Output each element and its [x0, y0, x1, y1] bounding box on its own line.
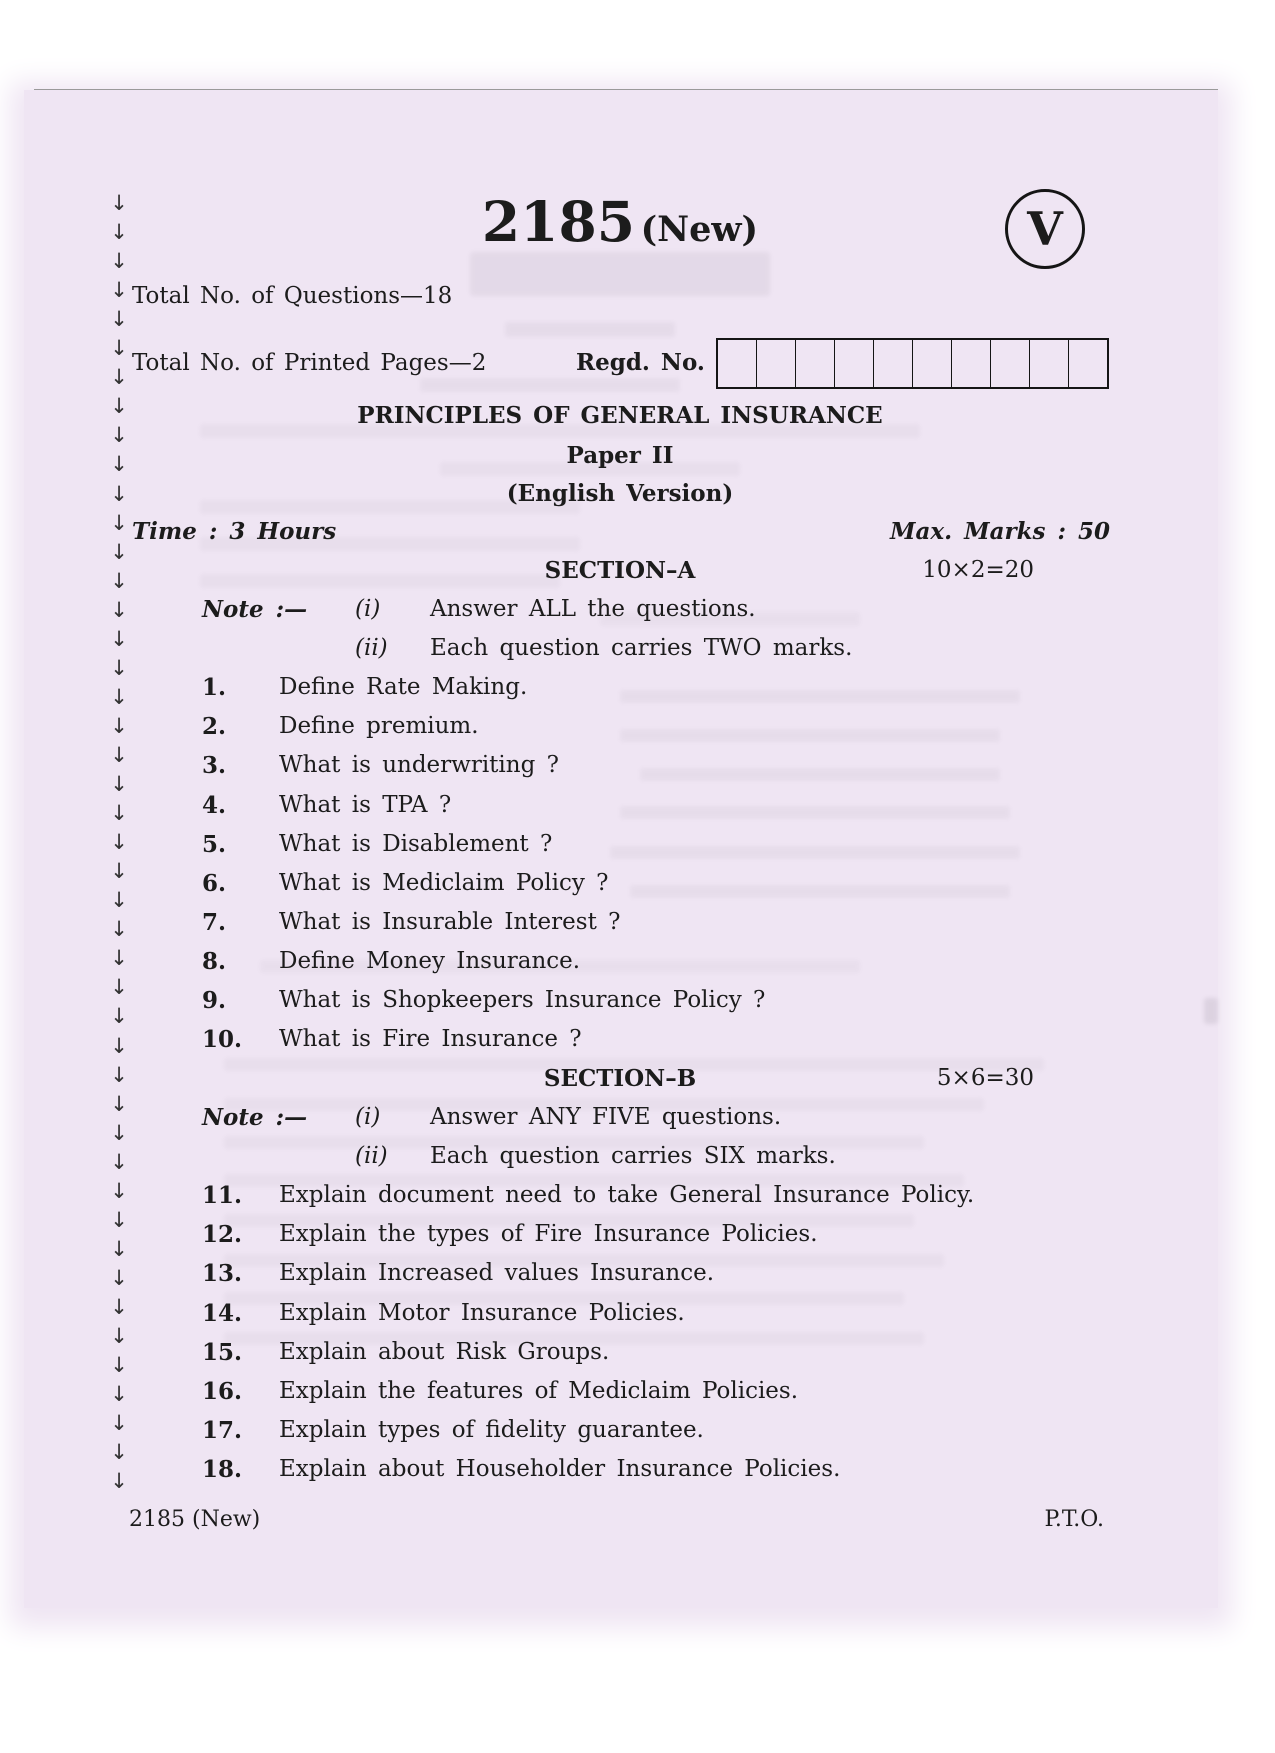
margin-arrow: ↓: [110, 278, 128, 303]
margin-arrow: ↓: [110, 1469, 128, 1494]
instruction-text: Answer ALL the questions.: [430, 596, 756, 623]
time-marks-row: [0, 512, 1275, 551]
question-text: Define Rate Making.: [279, 674, 528, 701]
margin-arrow: ↓: [110, 859, 128, 884]
margin-arrow: ↓: [110, 539, 128, 564]
time-allowed: Time : 3 Hours: [132, 518, 337, 545]
total-questions: Total No. of Questions—18: [132, 283, 453, 309]
margin-arrow: ↓: [110, 626, 128, 651]
question-text: Explain Increased values Insurance.: [279, 1260, 715, 1287]
question-number: 2.: [202, 713, 227, 741]
margin-arrow: ↓: [110, 1382, 128, 1406]
regd-no-cell[interactable]: [835, 340, 874, 387]
question-text: Explain Motor Insurance Policies.: [279, 1299, 685, 1326]
question-row: [0, 786, 1275, 825]
margin-arrow: ↓: [110, 1091, 128, 1116]
margin-arrow: ↓: [110, 713, 128, 738]
question-number: 14.: [202, 1299, 243, 1327]
question-row: [0, 942, 1275, 981]
question-number: 5.: [202, 830, 227, 858]
instruction-row: [0, 1137, 1275, 1176]
question-row: [0, 1450, 1275, 1489]
question-text: Explain about Risk Groups.: [279, 1338, 610, 1365]
instruction-number: (i): [355, 1104, 381, 1131]
margin-arrow: ↓: [110, 830, 128, 855]
question-text: What is Fire Insurance ?: [279, 1026, 582, 1053]
question-text: Explain the features of Mediclaim Policies.: [279, 1377, 799, 1404]
regd-no-cell[interactable]: [874, 340, 913, 387]
margin-arrow: ↓: [110, 946, 128, 971]
margin-arrow: ↓: [110, 365, 128, 390]
margin-arrow: ↓: [110, 975, 128, 1000]
question-number: 16.: [202, 1377, 243, 1405]
margin-arrow: ↓: [110, 1149, 128, 1174]
question-paper-body: [0, 512, 1275, 1489]
margin-arrow: ↓: [110, 1353, 128, 1377]
section-heading: SECTION–B: [543, 1065, 697, 1093]
question-text: Explain types of fidelity guarantee.: [279, 1416, 704, 1443]
margin-arrow: ↓: [110, 568, 128, 593]
question-row: [0, 1411, 1275, 1450]
question-number: 18.: [202, 1455, 243, 1483]
paper-number: Paper II: [566, 442, 674, 469]
margin-arrow: ↓: [110, 1207, 128, 1232]
margin-arrow: ↓: [110, 510, 128, 535]
question-row: [0, 1254, 1275, 1293]
question-number: 4.: [202, 791, 227, 819]
margin-arrow: ↓: [110, 1265, 128, 1290]
section-heading-row: [0, 1059, 1275, 1098]
question-number: 13.: [202, 1260, 243, 1288]
subject-title: PRINCIPLES OF GENERAL INSURANCE: [357, 402, 883, 429]
margin-arrow: ↓: [110, 307, 128, 332]
note-label: Note :—: [202, 596, 308, 624]
total-printed-pages: Total No. of Printed Pages—2: [132, 350, 487, 376]
question-row: [0, 668, 1275, 707]
question-row: [0, 1176, 1275, 1215]
question-number: 10.: [202, 1026, 243, 1054]
paper-top-edge: [34, 89, 1218, 90]
instruction-row: [0, 1098, 1275, 1137]
margin-arrow: ↓: [110, 191, 128, 215]
margin-arrow: ↓: [110, 423, 128, 448]
margin-arrow: ↓: [110, 1062, 128, 1087]
question-text: What is Shopkeepers Insurance Policy ?: [279, 986, 766, 1013]
margin-arrow: ↓: [110, 801, 128, 826]
margin-arrow: ↓: [110, 1236, 128, 1261]
regd-no-cell[interactable]: [1069, 340, 1107, 387]
instruction-text: Answer ANY FIVE questions.: [430, 1104, 782, 1131]
question-row: [0, 825, 1275, 864]
question-row: [0, 1294, 1275, 1333]
margin-arrow: ↓: [110, 1440, 128, 1465]
question-row: [0, 903, 1275, 942]
question-number: 11.: [202, 1182, 243, 1210]
question-text: What is Mediclaim Policy ?: [279, 869, 609, 896]
regd-no-cell[interactable]: [796, 340, 835, 387]
margin-arrow: ↓: [110, 1178, 128, 1203]
margin-arrow: ↓: [110, 1120, 128, 1145]
question-row: [0, 1215, 1275, 1254]
footer-paper-code: 2185 (New): [129, 1507, 261, 1532]
question-text: Define premium.: [279, 713, 479, 740]
section-heading-row: [0, 551, 1275, 590]
margin-arrow: ↓: [110, 481, 128, 506]
question-text: Explain the types of Fire Insurance Policies.: [279, 1221, 818, 1248]
instruction-number: (ii): [355, 635, 388, 662]
note-label: Note :—: [202, 1104, 308, 1132]
question-text: What is Disablement ?: [279, 830, 553, 857]
question-row: [0, 707, 1275, 746]
language-version: (English Version): [506, 480, 734, 507]
margin-arrow: ↓: [110, 220, 128, 245]
section-marks: 5×6=30: [936, 1065, 1034, 1092]
margin-arrow: ↓: [110, 743, 128, 767]
regd-no-cell[interactable]: [718, 340, 757, 387]
margin-arrow: ↓: [110, 394, 128, 419]
set-letter-badge: [1005, 189, 1085, 269]
margin-arrow: ↓: [110, 1033, 128, 1058]
bleed-through-mark: [420, 378, 680, 392]
section-heading: SECTION–A: [544, 557, 696, 585]
instruction-text: Each question carries SIX marks.: [430, 1143, 836, 1170]
instruction-number: (i): [355, 596, 381, 623]
question-number: 9.: [202, 986, 227, 1014]
paper-code-title: [420, 189, 820, 263]
bleed-through-mark: [505, 322, 675, 337]
regd-no-cell[interactable]: [991, 340, 1030, 387]
question-text: What is underwriting ?: [279, 752, 559, 779]
question-row: [0, 981, 1275, 1020]
question-number: 12.: [202, 1221, 243, 1249]
set-letter: V: [1027, 202, 1063, 256]
regd-no-cell[interactable]: [1030, 340, 1069, 387]
question-number: 15.: [202, 1338, 243, 1366]
please-turn-over: P.T.O.: [1044, 1507, 1104, 1532]
question-row: [0, 864, 1275, 903]
paper-edition: (New): [640, 209, 759, 250]
regd-no-cell[interactable]: [952, 340, 991, 387]
margin-arrow: ↓: [110, 1004, 128, 1029]
margin-arrow: ↓: [110, 452, 128, 477]
instruction-text: Each question carries TWO marks.: [430, 635, 853, 662]
margin-arrow: ↓: [110, 1411, 128, 1436]
margin-arrow: ↓: [110, 1324, 128, 1348]
margin-arrow: ↓: [110, 1294, 128, 1319]
question-number: 3.: [202, 752, 227, 780]
regd-no-cell[interactable]: [757, 340, 796, 387]
question-text: Explain document need to take General Insurance Policy.: [279, 1182, 975, 1209]
question-number: 1.: [202, 674, 227, 702]
margin-arrow: ↓: [110, 684, 128, 709]
margin-arrow: ↓: [110, 772, 128, 796]
margin-arrow: ↓: [110, 336, 128, 361]
question-row: [0, 1372, 1275, 1411]
margin-arrow: ↓: [110, 249, 128, 274]
section-marks: 10×2=20: [922, 557, 1034, 584]
instruction-number: (ii): [355, 1143, 388, 1170]
max-marks: Max. Marks : 50: [890, 518, 1110, 545]
regd-no-cell[interactable]: [913, 340, 952, 387]
margin-arrow: ↓: [110, 597, 128, 622]
question-row: [0, 1333, 1275, 1372]
question-text: What is TPA ?: [279, 791, 452, 818]
regd-no-boxes[interactable]: [716, 338, 1109, 389]
question-number: 8.: [202, 947, 227, 975]
question-number: 17.: [202, 1416, 243, 1444]
question-number: 6.: [202, 869, 227, 897]
question-row: [0, 746, 1275, 785]
margin-arrow: ↓: [110, 655, 128, 680]
instruction-row: [0, 626, 1275, 668]
question-text: What is Insurable Interest ?: [279, 908, 621, 935]
question-number: 7.: [202, 908, 227, 936]
question-text: Define Money Insurance.: [279, 947, 581, 974]
question-text: Explain about Householder Insurance Policies.: [279, 1455, 841, 1482]
paper-code: 2185: [481, 189, 635, 254]
margin-arrow: ↓: [110, 917, 128, 942]
regd-no-label: Regd. No.: [576, 349, 705, 376]
question-row: [0, 1020, 1275, 1059]
instruction-row: [0, 590, 1275, 629]
margin-arrow: ↓: [110, 888, 128, 913]
